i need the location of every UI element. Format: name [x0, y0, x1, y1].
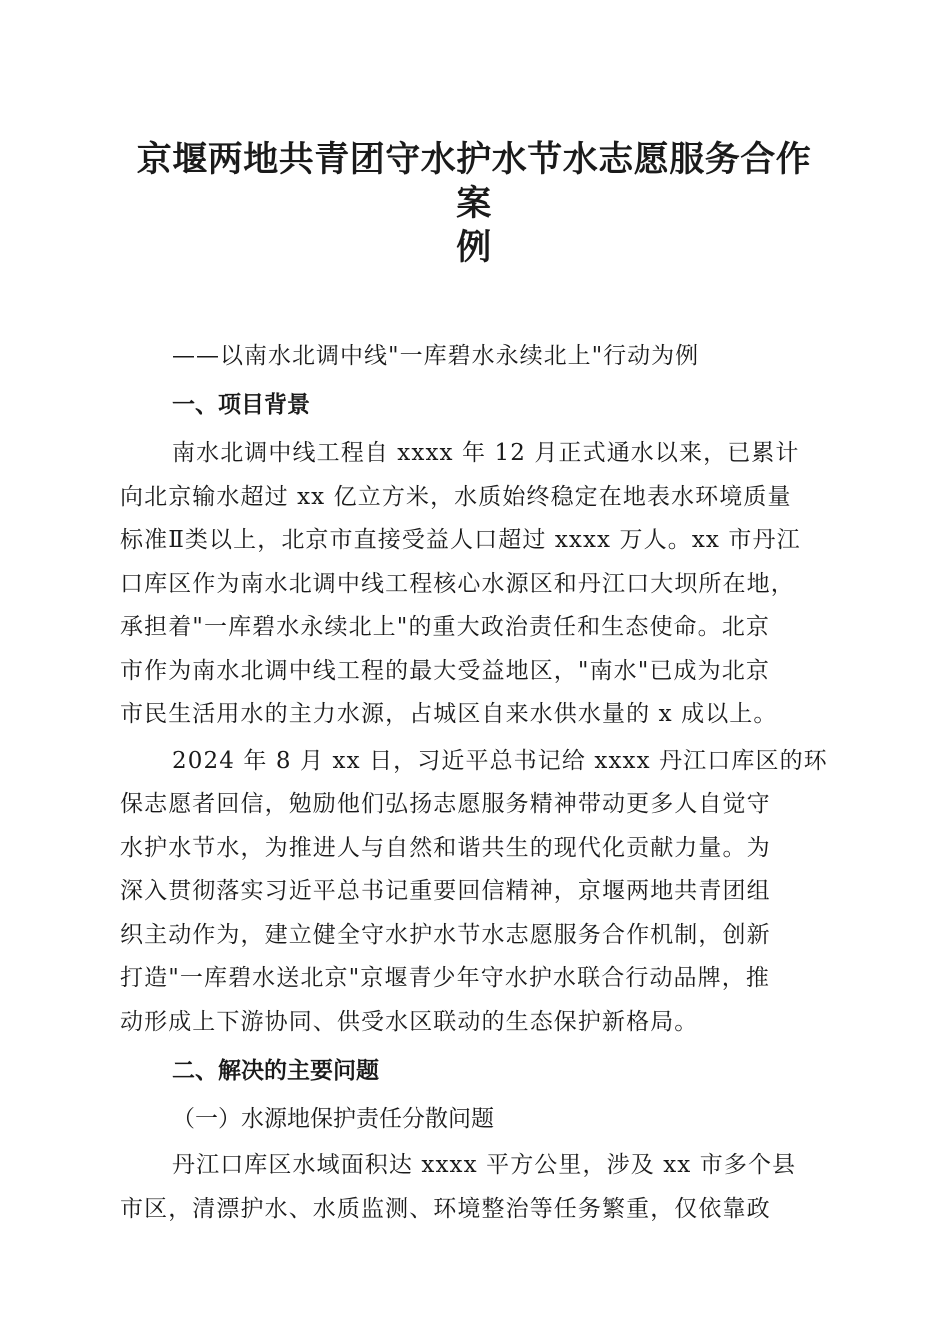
paragraph-background-2: [120, 740, 828, 1045]
text-line: 水护水节水，为推进人与自然和谐共生的现代化贡献力量。为: [120, 834, 771, 861]
text-line: 动形成上下游协同、供受水区联动的生态保护新格局。: [120, 1008, 699, 1035]
text-line: 深入贯彻落实习近平总书记重要回信精神，京堰两地共青团组: [120, 878, 771, 904]
paragraph-background-1: [120, 432, 828, 737]
text-line: 保志愿者回信，勉励他们弘扬志愿服务精神带动更多人自觉守: [120, 791, 771, 817]
document-title: [120, 138, 828, 270]
title-line-1: 京堰两地共青团守水护水节水志愿服务合作案: [136, 139, 812, 224]
section-heading-problems: 二、解决的主要问题: [172, 1058, 379, 1084]
text-line: 承担着"一库碧水永续北上"的重大政治责任和生态使命。北京: [120, 614, 770, 640]
text-line: 市区，清漂护水、水质监测、环境整治等任务繁重，仅依靠政: [120, 1195, 771, 1222]
text-line: 南水北调中线工程自 xxxx 年 12 月正式通水以来，已累计: [172, 440, 800, 466]
document-subtitle: ——以南水北调中线"一库碧水永续北上"行动为例: [172, 343, 700, 369]
text-line: 市作为南水北调中线工程的最大受益地区，"南水"已成为北京: [120, 657, 770, 684]
text-line: 标准Ⅱ类以上，北京市直接受益人口超过 xxxx 万人。xx 市丹江: [120, 527, 801, 553]
text-line: 打造"一库碧水送北京"京堰青少年守水护水联合行动品牌，推: [120, 965, 770, 991]
paragraph-problem-1: [120, 1144, 828, 1231]
text-line: 向北京输水超过 xx 亿立方米，水质始终稳定在地表水环境质量: [120, 483, 792, 510]
text-line: 2024 年 8 月 xx 日，习近平总书记给 xxxx 丹江口库区的环: [172, 747, 828, 774]
document-page: [120, 0, 828, 1231]
text-line: 口库区作为南水北调中线工程核心水源区和丹江口大坝所在地，: [120, 570, 795, 597]
text-line: 市民生活用水的主力水源，占城区自来水供水量的 x 成以上。: [120, 701, 778, 727]
title-line-2: 例: [456, 227, 492, 268]
text-line: 丹江口库区水域面积达 xxxx 平方公里，涉及 xx 市多个县: [172, 1152, 797, 1178]
subsection-heading-responsibility: （一）水源地保护责任分散问题: [172, 1106, 494, 1132]
section-heading-background: 一、项目背景: [172, 392, 310, 418]
text-line: 织主动作为，建立健全守水护水节水志愿服务合作机制，创新: [120, 921, 771, 948]
